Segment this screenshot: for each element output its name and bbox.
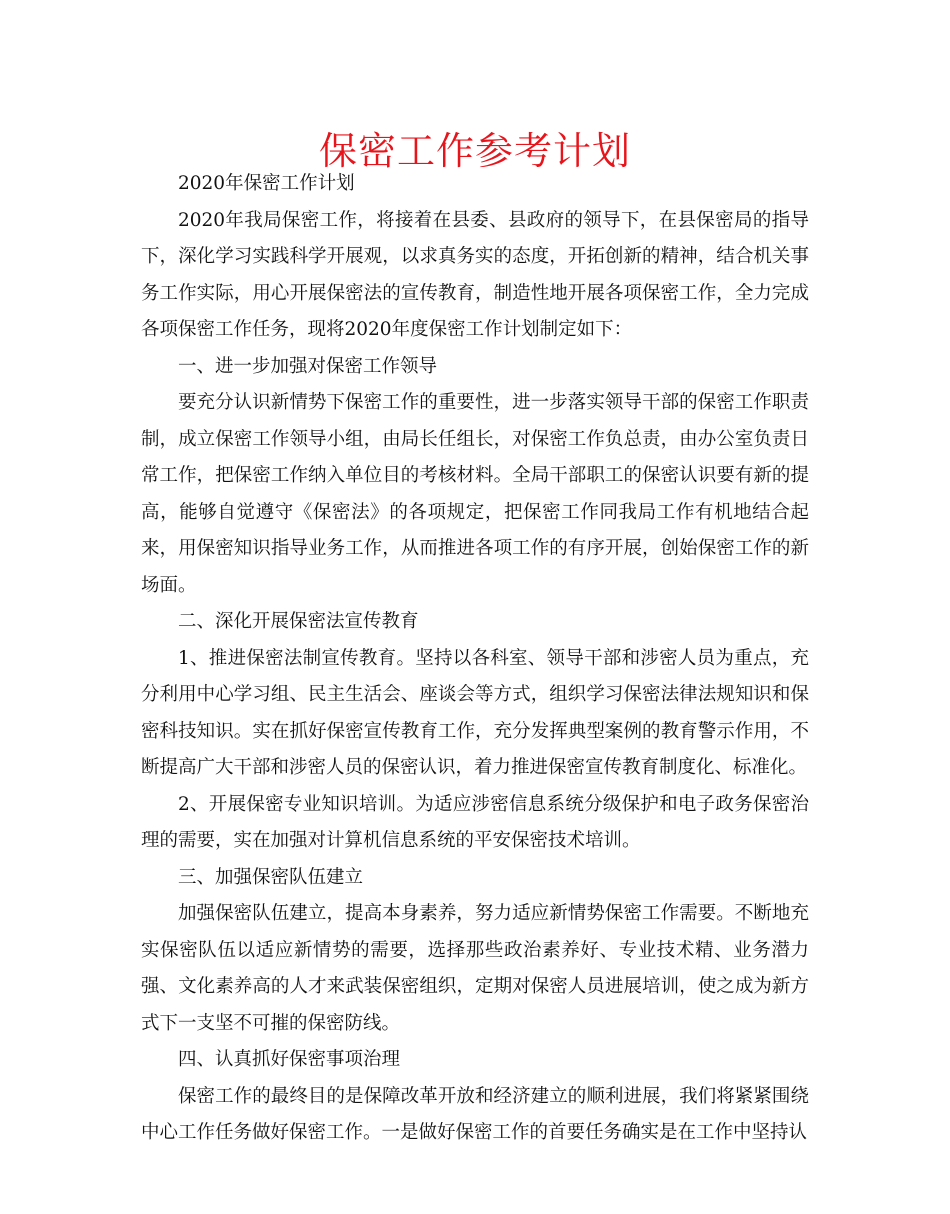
- section-2-item-1: 1、推进保密法制宣传教育。坚持以各科室、领导干部和涉密人员为重点，充分利用中心学习组、民主生活会、座谈会等方式，组织学习保密法律法规知识和保密科技知识。实在抓好保密宣传教育工作，充分发挥典型案例的教育警示作用，不断提高广大干部和涉密人员的保密认识，着力推进保密宣传教育制度化、标准化。: [141, 647, 809, 778]
- document-body: [141, 166, 809, 1152]
- intro-paragraph: 2020年我局保密工作，将接着在县委、县政府的领导下，在县保密局的指导下，深化学习实践科学开展观，以求真务实的态度，开拓创新的精神，结合机关事务工作实际，用心开展保密法的宣传教育，制造性地开展各项保密工作，全力完成各项保密工作任务，现将2020年度保密工作计划制定如下：: [141, 209, 809, 340]
- section-heading-1: 一、进一步加强对保密工作领导: [178, 355, 438, 377]
- section-heading-3: 三、加强保密队伍建立: [178, 866, 364, 888]
- section-heading-2: 二、深化开展保密法宣传教育: [178, 611, 419, 632]
- section-4-paragraph: 保密工作的最终目的是保障改革开放和经济建立的顺利进展，我们将紧紧围绕中心工作任务做好保密工作。一是做好保密工作的首要任务确实是在工作中坚持认: [141, 1085, 809, 1143]
- document-title: 保密工作参考计划: [318, 129, 631, 173]
- section-3-paragraph: 加强保密队伍建立，提高本身素养，努力适应新情势保密工作需要。不断地充实保密队伍以适应新情势的需要，选择那些政治素养好、专业技术精、业务潜力强、文化素养高的人才来武装保密组织，定期对保密人员进展培训，使之成为新方式下一支坚不可摧的保密防线。: [141, 903, 809, 1034]
- section-1-paragraph: 要充分认识新情势下保密工作的重要性，进一步落实领导干部的保密工作职责制，成立保密工作领导小组，由局长任组长，对保密工作负总责，由办公室负责日常工作，把保密工作纳入单位目的考核材料。全局干部职工的保密认识要有新的提高，能够自觉遵守《保密法》的各项规定，把保密工作同我局工作有机地结合起来，用保密知识指导业务工作，从而推进各项工作的有序开展，创始保密工作的新场面。: [141, 392, 809, 596]
- section-heading-4: 四、认真抓好保密事项治理: [178, 1049, 401, 1070]
- plan-heading: 2020年保密工作计划: [178, 173, 355, 194]
- section-2-item-2: 2、开展保密专业知识培训。为适应涉密信息系统分级保护和电子政务保密治理的需要，实在加强对计算机信息系统的平安保密技术培训。: [141, 793, 809, 851]
